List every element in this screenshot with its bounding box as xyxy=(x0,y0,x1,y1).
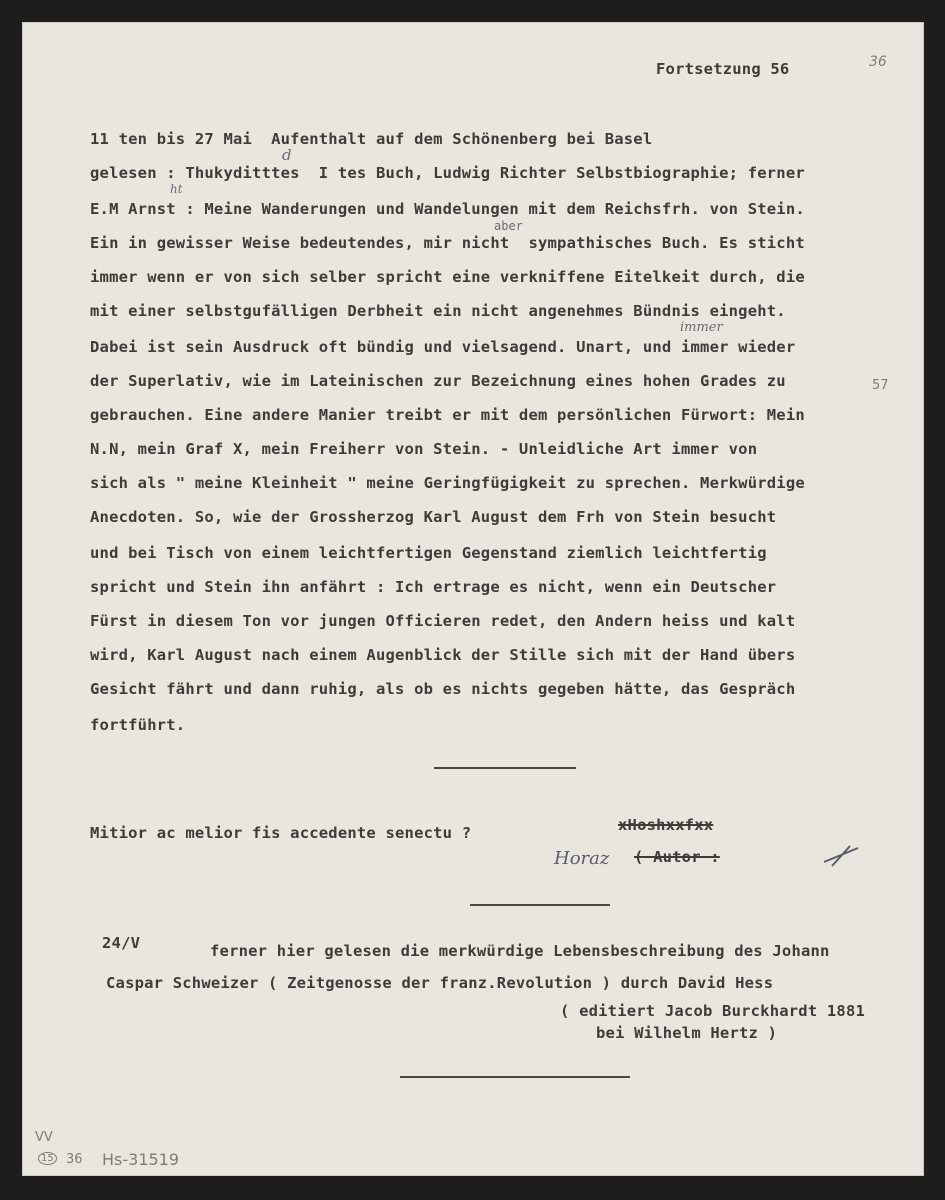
interlinear-immer: immer xyxy=(680,320,723,335)
body-line: immer wenn er von sich selber spricht eine verkniffene Eitelkeit durch, die xyxy=(90,268,805,286)
entry-date: 24/V xyxy=(102,934,141,952)
continuation-header: Fortsetzung 56 xyxy=(656,60,790,78)
entry-line: ( editiert Jacob Burckhardt 1881 xyxy=(560,1002,866,1020)
body-line: Ein in gewisser Weise bedeutendes, mir nicht sympathisches Buch. Es sticht xyxy=(90,234,805,252)
body-line: Fürst in diesem Ton vor jungen Officieren redet, den Andern heiss und kalt xyxy=(90,612,796,630)
body-line: Gesicht fährt und dann ruhig, als ob es nichts gegeben hätte, das Gespräch xyxy=(90,680,796,698)
latin-quote: Mitior ac melior fis accedente senectu ? xyxy=(90,824,472,842)
section-divider xyxy=(470,904,610,906)
section-divider xyxy=(400,1076,630,1078)
page-reference-57: 57 xyxy=(872,378,889,393)
section-divider xyxy=(434,767,576,769)
entry-line: Caspar Schweizer ( Zeitgenosse der franz.Revolution ) durch David Hess xyxy=(106,974,774,992)
handwritten-horaz: Horaz xyxy=(554,848,610,869)
body-line: sich als " meine Kleinheit " meine Geringfügigkeit zu sprechen. Merkwürdige xyxy=(90,474,805,492)
archive-number-2: 36 xyxy=(66,1152,83,1167)
body-line: mit einer selbstgufälligen Derbheit ein nicht angenehmes Bündnis eingeht. xyxy=(90,302,786,320)
entry-line: bei Wilhelm Hertz ) xyxy=(596,1024,778,1042)
struck-author: ( Autor : xyxy=(634,848,720,866)
archive-mark: VV xyxy=(35,1130,53,1145)
pen-strike-mark xyxy=(822,842,862,870)
body-line: N.N, mein Graf X, mein Freiherr von Stein. - Unleidliche Art immer von xyxy=(90,440,758,458)
body-line: der Superlativ, wie im Lateinischen zur Bezeichnung eines hohen Grades zu xyxy=(90,372,786,390)
body-line: gelesen : Thukyditttes I tes Buch, Ludwig Richter Selbstbiographie; ferner xyxy=(90,164,805,182)
body-line: wird, Karl August nach einem Augenblick der Stille sich mit der Hand übers xyxy=(90,646,796,664)
body-line: fortführt. xyxy=(90,716,186,734)
body-line: Anecdoten. So, wie der Grossherzog Karl August dem Frh von Stein besucht xyxy=(90,508,777,526)
body-line: gebrauchen. Eine andere Manier treibt er mit dem persönlichen Fürwort: Mein xyxy=(90,406,805,424)
body-line: spricht und Stein ihn anfährt : Ich ertrage es nicht, wenn ein Deutscher xyxy=(90,578,777,596)
body-line: Dabei ist sein Ausdruck oft bündig und vielsagend. Unart, und immer wieder xyxy=(90,338,796,356)
archive-number: 15 xyxy=(38,1152,57,1165)
struck-text: xHoshxxfxx xyxy=(618,816,714,834)
archive-signature: Hs-31519 xyxy=(102,1150,180,1169)
body-line: 11 ten bis 27 Mai Aufenthalt auf dem Schönenberg bei Basel xyxy=(90,130,653,148)
body-line: E.M Arnst : Meine Wanderungen und Wandelungen mit dem Reichsfrh. von Stein. xyxy=(90,200,805,218)
body-line: und bei Tisch von einem leichtfertigen Gegenstand ziemlich leichtfertig xyxy=(90,544,767,562)
interlinear-aber: aber xyxy=(494,219,523,233)
entry-line: ferner hier gelesen die merkwürdige Lebensbeschreibung des Johann xyxy=(210,942,830,960)
folio-number: 36 xyxy=(869,54,887,70)
correction-ht: ht xyxy=(170,182,183,196)
document-page xyxy=(22,22,924,1176)
correction-d: d xyxy=(282,146,292,164)
